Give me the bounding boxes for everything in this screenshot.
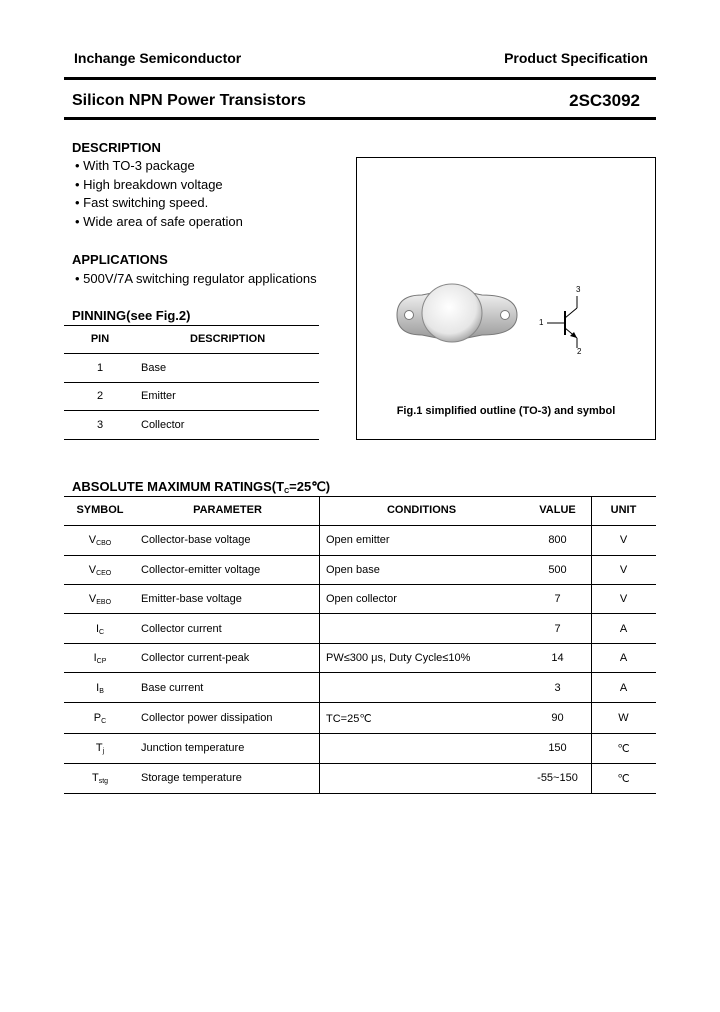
value-cell: 500 [548,564,567,576]
symbol-cell: $I_{CP}$ [93,652,107,665]
unit-cell: W [618,712,629,724]
conditions-cell: PW≤300 μs, Duty Cycle≤10% [326,652,471,664]
conditions-cell: Open collector [326,593,397,605]
table-rule [64,702,656,703]
parameter-cell: Collector-emitter voltage [141,564,261,576]
pin-label-emitter: 2 [577,347,582,356]
value-cell: 7 [554,593,561,605]
col-header-symbol: SYMBOL [76,504,124,516]
parameter-cell: Junction temperature [141,742,245,754]
pin-label-collector: 3 [576,285,581,294]
col-header-unit: UNIT [610,504,637,516]
figure-caption: Fig.1 simplified outline (TO-3) and symbol [396,405,616,417]
value-cell: -55~150 [537,772,578,784]
pin-label-base: 1 [539,318,544,327]
description-item: • Fast switching speed. [75,195,209,210]
table-rule [64,733,656,734]
table-rule [64,763,656,764]
pin-description: Emitter [141,390,176,402]
table-rule [64,672,656,673]
pin-description: Base [141,362,167,374]
unit-cell: V [619,564,628,576]
company-name: Inchange Semiconductor [74,50,242,66]
col-header-conditions: CONDITIONS [386,504,457,516]
value-cell: 3 [554,682,561,694]
symbol-cell: $I_C$ [95,623,105,636]
conditions-cell: Open base [326,564,380,576]
symbol-cell: $P_C$ [93,712,107,725]
symbol-cell: $V_{CBO}$ [88,534,112,547]
table-rule [64,584,656,585]
npn-transistor-symbol [357,158,655,439]
symbol-cell: $I_B$ [96,682,104,695]
unit-cell: ℃ [617,743,630,755]
unit-cell: A [619,682,628,694]
col-header-value: VALUE [539,504,576,516]
pin-desc-col-header: DESCRIPTION [190,333,266,345]
parameter-cell: Collector-base voltage [141,534,251,546]
value-cell: 7 [554,623,561,635]
value-cell: 90 [551,712,564,724]
table-rule [64,643,656,644]
parameter-cell: Collector current [141,623,222,635]
table-divider [319,496,320,794]
table-rule [64,613,656,614]
parameter-cell: Emitter-base voltage [141,593,242,605]
header-rule [64,77,656,80]
parameter-cell: Collector power dissipation [141,712,273,724]
unit-cell: V [619,534,628,546]
parameter-cell: Collector current-peak [141,652,250,664]
value-cell: 800 [548,534,567,546]
conditions-cell: Open emitter [326,534,390,546]
symbol-cell: $V_{EBO}$ [88,593,112,606]
pinning-rule [64,325,319,326]
applications-heading: APPLICATIONS [72,252,168,267]
table-rule [64,793,656,794]
unit-cell: V [619,593,628,605]
unit-cell: ℃ [617,773,630,785]
pin-description: Collector [141,419,185,431]
parameter-cell: Storage temperature [141,772,242,784]
value-cell: 14 [551,652,564,664]
pin-number: 1 [96,362,104,374]
pinning-heading: PINNING(see Fig.2) [72,308,191,323]
applications-item: • 500V/7A switching regulator applications [75,271,317,286]
description-item: • With TO-3 package [75,158,195,173]
description-item: • High breakdown voltage [75,177,223,192]
product-line: Silicon NPN Power Transistors [72,92,306,109]
description-item: • Wide area of safe operation [75,214,243,229]
title-rule [64,117,656,120]
symbol-cell: $T_j$ [95,742,105,755]
conditions-cell: TC=25℃ [326,713,372,725]
pinning-rule [64,353,319,354]
figure-box [356,157,656,440]
description-heading: DESCRIPTION [72,140,161,155]
pin-number: 3 [96,419,104,431]
symbol-cell: $T_{stg}$ [91,772,109,785]
pinning-rule [64,382,319,383]
table-rule [64,496,656,497]
unit-cell: A [619,623,628,635]
parameter-cell: Base current [141,682,204,694]
symbol-cell: $V_{CEO}$ [88,564,112,577]
table-rule [64,555,656,556]
value-cell: 150 [548,742,567,754]
unit-cell: A [619,652,628,664]
part-number: 2SC3092 [569,91,640,110]
ratings-heading: ABSOLUTE MAXIMUM $RATINGS(T_C=25℃)$ [72,479,331,495]
pin-number: 2 [96,390,104,402]
col-header-parameter: PARAMETER [193,504,262,516]
ratings-table [64,496,656,794]
pinning-rule [64,439,319,440]
doc-type: Product Specification [504,50,648,66]
pinning-rule [64,410,319,411]
table-rule [64,525,656,526]
pin-col-header: PIN [90,333,110,345]
